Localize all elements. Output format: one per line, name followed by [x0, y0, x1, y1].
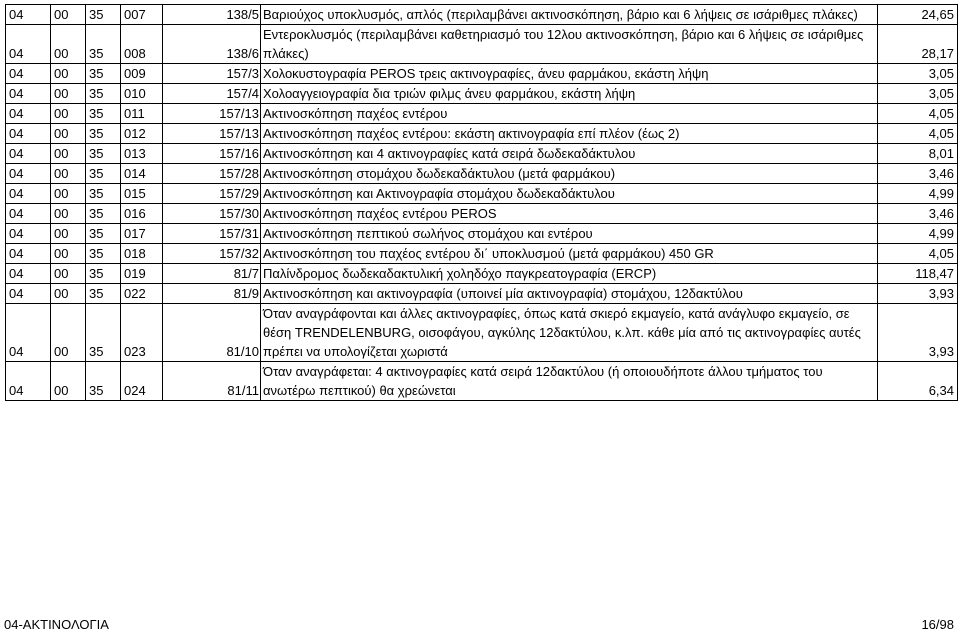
code-part-2: 00 [51, 124, 86, 144]
procedure-price: 4,05 [878, 124, 958, 144]
code-part-1: 04 [6, 144, 51, 164]
table-row [6, 25, 958, 64]
code-part-1: 04 [6, 104, 51, 124]
reference-number: 157/13 [163, 104, 261, 124]
table-row [6, 84, 958, 104]
reference-number: 157/29 [163, 184, 261, 204]
code-part-1: 04 [6, 304, 51, 362]
price-list-table [5, 4, 958, 401]
code-part-1: 04 [6, 244, 51, 264]
table-row [6, 244, 958, 264]
procedure-description: Ακτινοσκόπηση και Ακτινογραφία στομάχου δωδεκαδάκτυλου [261, 184, 878, 204]
table-row [6, 224, 958, 244]
code-part-2: 00 [51, 304, 86, 362]
code-part-4: 011 [121, 104, 163, 124]
code-part-4: 014 [121, 164, 163, 184]
reference-number: 157/28 [163, 164, 261, 184]
procedure-price: 3,93 [878, 304, 958, 362]
table-row [6, 124, 958, 144]
code-part-3: 35 [86, 64, 121, 84]
code-part-1: 04 [6, 224, 51, 244]
code-part-4: 022 [121, 284, 163, 304]
reference-number: 157/31 [163, 224, 261, 244]
code-part-1: 04 [6, 25, 51, 64]
code-part-2: 00 [51, 184, 86, 204]
price-list-body [6, 5, 958, 401]
code-part-2: 00 [51, 25, 86, 64]
reference-number: 138/5 [163, 5, 261, 25]
procedure-price: 3,46 [878, 204, 958, 224]
code-part-3: 35 [86, 104, 121, 124]
procedure-price: 28,17 [878, 25, 958, 64]
code-part-3: 35 [86, 244, 121, 264]
code-part-2: 00 [51, 64, 86, 84]
table-row [6, 104, 958, 124]
code-part-4: 007 [121, 5, 163, 25]
code-part-3: 35 [86, 304, 121, 362]
code-part-1: 04 [6, 164, 51, 184]
code-part-1: 04 [6, 284, 51, 304]
code-part-4: 010 [121, 84, 163, 104]
reference-number: 81/11 [163, 362, 261, 401]
procedure-price: 4,05 [878, 104, 958, 124]
code-part-3: 35 [86, 264, 121, 284]
code-part-3: 35 [86, 124, 121, 144]
table-row [6, 5, 958, 25]
code-part-4: 009 [121, 64, 163, 84]
code-part-4: 016 [121, 204, 163, 224]
code-part-2: 00 [51, 264, 86, 284]
procedure-price: 4,99 [878, 184, 958, 204]
code-part-3: 35 [86, 5, 121, 25]
code-part-2: 00 [51, 244, 86, 264]
code-part-4: 008 [121, 25, 163, 64]
code-part-3: 35 [86, 204, 121, 224]
table-row [6, 204, 958, 224]
reference-number: 81/7 [163, 264, 261, 284]
table-row [6, 362, 958, 401]
procedure-price: 3,05 [878, 64, 958, 84]
code-part-2: 00 [51, 362, 86, 401]
code-part-4: 023 [121, 304, 163, 362]
table-row [6, 184, 958, 204]
code-part-2: 00 [51, 104, 86, 124]
procedure-price: 118,47 [878, 264, 958, 284]
table-row [6, 264, 958, 284]
procedure-description: Παλίνδρομος δωδεκαδακτυλική χοληδόχο παγκρεατογραφία (ERCP) [261, 264, 878, 284]
code-part-2: 00 [51, 5, 86, 25]
procedure-price: 3,93 [878, 284, 958, 304]
code-part-4: 012 [121, 124, 163, 144]
procedure-description: Ακτινοσκόπηση παχέος εντέρου PEROS [261, 204, 878, 224]
table-row [6, 304, 958, 362]
code-part-4: 015 [121, 184, 163, 204]
reference-number: 157/13 [163, 124, 261, 144]
code-part-3: 35 [86, 164, 121, 184]
code-part-3: 35 [86, 25, 121, 64]
procedure-description: Ακτινοσκόπηση παχέος εντέρου: εκάστη ακτινογραφία επί πλέον (έως 2) [261, 124, 878, 144]
footer-page-number: 16/98 [921, 617, 954, 632]
code-part-3: 35 [86, 284, 121, 304]
procedure-description: Ακτινοσκόπηση στομάχου δωδεκαδάκτυλου (μετά φαρμάκου) [261, 164, 878, 184]
table-row [6, 284, 958, 304]
procedure-description: Χολοαγγειογραφία δια τριών φιλμς άνευ φαρμάκου, εκάστη λήψη [261, 84, 878, 104]
procedure-description: Ακτινοσκόπηση και 4 ακτινογραφίες κατά σειρά δωδεκαδάκτυλου [261, 144, 878, 164]
table-row [6, 64, 958, 84]
code-part-4: 018 [121, 244, 163, 264]
code-part-3: 35 [86, 144, 121, 164]
code-part-2: 00 [51, 144, 86, 164]
code-part-1: 04 [6, 84, 51, 104]
procedure-description: Ακτινοσκόπηση πεπτικού σωλήνος στομάχου και εντέρου [261, 224, 878, 244]
procedure-description: Ακτινοσκόπηση του παχέος εντέρου δι΄ υποκλυσμού (μετά φαρμάκου) 450 GR [261, 244, 878, 264]
code-part-2: 00 [51, 224, 86, 244]
procedure-description: Βαριούχος υποκλυσμός, απλός (περιλαμβάνει ακτινοσκόπηση, βάριο και 6 λήψεις σε ισάριθμες πλάκες) [261, 5, 878, 25]
code-part-1: 04 [6, 5, 51, 25]
footer-section-label: 04-ΑΚΤΙΝΟΛΟΓΙΑ [4, 617, 109, 632]
procedure-price: 3,05 [878, 84, 958, 104]
procedure-description: Όταν αναγράφονται και άλλες ακτινογραφίες, όπως κατά σκιερό εκμαγείο, κατά ανάγλυφο εκμαγείο, σε θέση TRENDELENBURG, οισοφάγου, αγκύλης 12δακτύλου, κ.λπ. κάθε μία από τις ακτινογραφίες αυτές πρέπει να υπολογίζεται χωριστά [261, 304, 878, 362]
reference-number: 138/6 [163, 25, 261, 64]
table-row [6, 164, 958, 184]
procedure-price: 24,65 [878, 5, 958, 25]
procedure-price: 4,05 [878, 244, 958, 264]
procedure-description: Εντεροκλυσμός (περιλαμβάνει καθετηριασμό του 12λου ακτινοσκόπηση, βάριο και 6 λήψεις σε ισάριθμες πλάκες) [261, 25, 878, 64]
code-part-3: 35 [86, 362, 121, 401]
code-part-4: 024 [121, 362, 163, 401]
reference-number: 157/4 [163, 84, 261, 104]
code-part-3: 35 [86, 84, 121, 104]
reference-number: 157/32 [163, 244, 261, 264]
code-part-2: 00 [51, 204, 86, 224]
code-part-2: 00 [51, 284, 86, 304]
code-part-4: 019 [121, 264, 163, 284]
procedure-description: Χολοκυστογραφία PEROS τρεις ακτινογραφίες, άνευ φαρμάκου, εκάστη λήψη [261, 64, 878, 84]
reference-number: 157/16 [163, 144, 261, 164]
code-part-1: 04 [6, 264, 51, 284]
reference-number: 157/3 [163, 64, 261, 84]
code-part-4: 017 [121, 224, 163, 244]
code-part-3: 35 [86, 224, 121, 244]
code-part-3: 35 [86, 184, 121, 204]
code-part-2: 00 [51, 84, 86, 104]
procedure-description: Ακτινοσκόπηση παχέος εντέρου [261, 104, 878, 124]
reference-number: 81/10 [163, 304, 261, 362]
code-part-4: 013 [121, 144, 163, 164]
procedure-description: Όταν αναγράφεται: 4 ακτινογραφίες κατά σειρά 12δακτύλου (ή οποιουδήποτε άλλου τμήματος του ανωτέρω πεπτικού) θα χρεώνεται [261, 362, 878, 401]
code-part-1: 04 [6, 184, 51, 204]
procedure-description: Ακτινοσκόπηση και ακτινογραφία (υποινεί μία ακτινογραφία) στομάχου, 12δακτύλου [261, 284, 878, 304]
reference-number: 157/30 [163, 204, 261, 224]
code-part-2: 00 [51, 164, 86, 184]
code-part-1: 04 [6, 124, 51, 144]
code-part-1: 04 [6, 64, 51, 84]
procedure-price: 6,34 [878, 362, 958, 401]
procedure-price: 3,46 [878, 164, 958, 184]
procedure-price: 8,01 [878, 144, 958, 164]
reference-number: 81/9 [163, 284, 261, 304]
code-part-1: 04 [6, 204, 51, 224]
procedure-price: 4,99 [878, 224, 958, 244]
code-part-1: 04 [6, 362, 51, 401]
table-row [6, 144, 958, 164]
